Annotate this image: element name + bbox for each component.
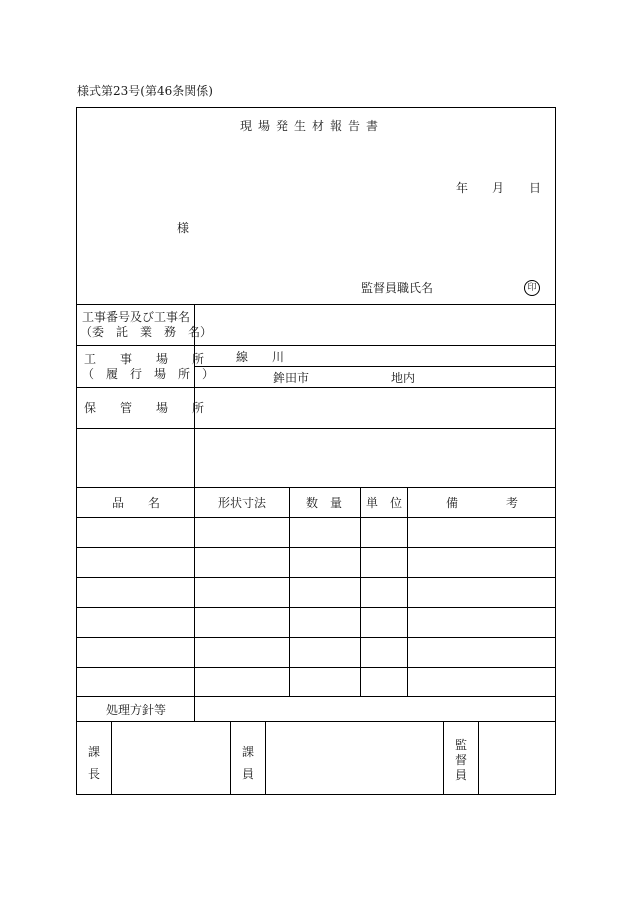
city-name: 鉾田市 <box>273 371 310 385</box>
header-quantity: 数 量 <box>306 496 343 510</box>
storage-location-label: 保 管 場 所 <box>84 401 205 415</box>
divider <box>230 721 231 795</box>
seal-mark: 印 <box>524 280 540 296</box>
divider <box>76 387 556 388</box>
construction-name-label: 工事番号及び工事名 <box>82 310 191 324</box>
divider <box>76 345 556 346</box>
divider <box>76 696 556 697</box>
disposal-policy-label: 処理方針等 <box>106 703 167 717</box>
divider <box>76 637 556 638</box>
header-remarks: 備 考 <box>446 496 519 510</box>
form-number: 様式第23号(第46条関係) <box>77 84 213 98</box>
form-title: 現場発生材報告書 <box>240 119 385 133</box>
divider <box>195 366 556 367</box>
divider <box>76 721 556 722</box>
commission-name-label: （委 託 業 務 名） <box>80 325 213 339</box>
header-shape-dimensions: 形状寸法 <box>218 496 267 510</box>
supervisor-stamp-label: 監督員 <box>454 738 467 782</box>
report-form <box>76 107 556 795</box>
divider <box>76 428 556 429</box>
divider <box>194 696 195 721</box>
divider <box>76 607 556 608</box>
header-item-name: 品 名 <box>112 496 161 510</box>
supervisor-name-label: 監督員職氏名 <box>361 281 434 295</box>
divider <box>76 577 556 578</box>
section-chief-label: 課長 <box>87 745 100 781</box>
divider <box>76 667 556 668</box>
addressee-suffix: 様 <box>177 221 190 235</box>
divider <box>265 721 266 795</box>
divider <box>407 487 408 696</box>
divider <box>443 721 444 795</box>
header-unit: 単 位 <box>366 496 403 510</box>
divider <box>76 517 556 518</box>
performance-location-label: （ 履 行 場 所 ） <box>82 367 215 381</box>
divider <box>76 304 556 305</box>
date-year-label: 年 <box>456 181 469 195</box>
divider <box>76 487 556 488</box>
date-month-label: 月 <box>492 181 505 195</box>
divider <box>289 487 290 696</box>
divider <box>76 547 556 548</box>
area-suffix: 地内 <box>391 371 416 385</box>
divider <box>478 721 479 795</box>
route-suffix: 線 川 <box>236 350 285 364</box>
construction-location-label: 工 事 場 所 <box>84 352 205 366</box>
divider <box>360 487 361 696</box>
divider <box>194 487 195 696</box>
divider <box>111 721 112 795</box>
date-day-label: 日 <box>529 181 542 195</box>
section-staff-label: 課員 <box>241 745 254 781</box>
